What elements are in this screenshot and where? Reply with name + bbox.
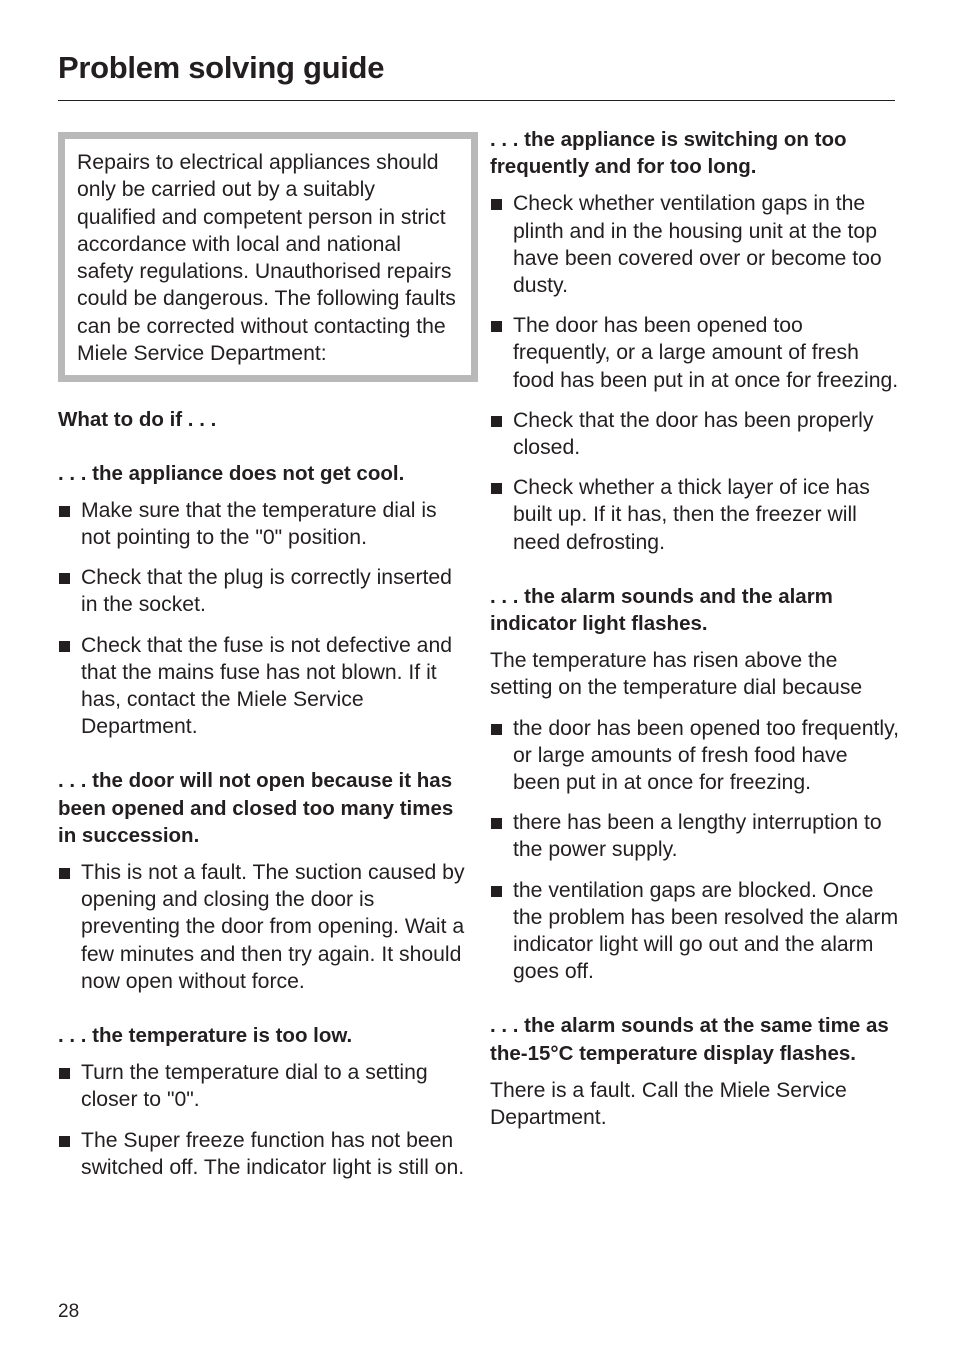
what-to-do-heading: What to do if . . .	[58, 408, 217, 432]
list-item-text: Check that the door has been properly closed.	[513, 408, 874, 460]
square-bullet-icon	[491, 483, 502, 494]
list-item-text: there has been a lengthy interruption to the power supply.	[513, 811, 882, 862]
title-divider	[58, 100, 895, 101]
list-item	[490, 809, 900, 863]
list-item-text: Make sure that the temperature dial is not pointing to the "0" position.	[81, 498, 437, 549]
list-item-text: The door has been opened too frequently, or a large amount of fresh food has been put in at once for freezing.	[513, 314, 899, 392]
square-bullet-icon	[491, 199, 502, 210]
square-bullet-icon	[59, 506, 70, 517]
fault-text: There is a fault. Call the Miele Service Department.	[490, 1078, 847, 1130]
square-bullet-icon	[59, 573, 70, 584]
list-item-text: the ventilation gaps are blocked. Once the problem has been resolved the alarm indicator light will go out and the alarm goes off.	[513, 878, 899, 984]
list-item	[490, 312, 900, 394]
list-item-text: the door has been opened too frequently, or large amounts of fresh food have been put in at once for freezing.	[513, 716, 899, 795]
list-item	[58, 632, 468, 741]
list-switching-too-often	[490, 190, 900, 555]
section-heading-door-will-not-open: . . . the door will not open because it has been opened and closed too many times in succession.	[58, 769, 454, 847]
list-not-cool	[58, 497, 468, 741]
square-bullet-icon	[59, 868, 70, 879]
square-bullet-icon	[491, 886, 502, 897]
list-item	[58, 1127, 468, 1181]
list-item-text: Check whether a thick layer of ice has built up. If it has, then the freezer will need defrosting.	[513, 476, 870, 554]
square-bullet-icon	[491, 416, 502, 427]
list-item	[490, 877, 900, 986]
page-number: 28	[58, 1301, 80, 1322]
section-heading-switching-too-often: . . . the appliance is switching on too frequently and for too long.	[490, 128, 847, 179]
list-item-text: The Super freeze function has not been switched off. The indicator light is still on.	[81, 1128, 465, 1179]
page-title: Problem solving guide	[58, 50, 385, 85]
square-bullet-icon	[59, 1136, 70, 1147]
list-temperature-too-low	[58, 1059, 468, 1181]
list-item-text: Check whether ventilation gaps in the plinth and in the housing unit at the top have been covered over or become too dusty.	[513, 192, 882, 298]
section-heading-temperature-too-low: . . . the temperature is too low.	[58, 1024, 353, 1048]
square-bullet-icon	[59, 641, 70, 652]
left-column	[58, 126, 468, 1194]
list-item-text: Turn the temperature dial to a setting closer to "0".	[81, 1061, 428, 1112]
list-item	[58, 859, 468, 995]
section-heading-not-cool: . . . the appliance does not get cool.	[58, 461, 405, 485]
list-item-text: Check that the plug is correctly inserted in the socket.	[81, 566, 452, 617]
list-door-will-not-open	[58, 859, 468, 995]
square-bullet-icon	[59, 1068, 70, 1079]
section-heading-alarm-display-flashes: . . . the alarm sounds at the same time as the-15°C temperature display flashes.	[490, 1014, 889, 1065]
alarm-intro-text: The temperature has risen above the setting on the temperature dial because	[490, 649, 863, 700]
right-column	[490, 126, 900, 1144]
list-item-text: Check that the fuse is not defective and that the mains fuse has not blown. If it has, contact the Miele Service Department.	[81, 633, 453, 739]
list-item	[490, 474, 900, 556]
section-heading-alarm-sounds: . . . the alarm sounds and the alarm indicator light flashes.	[490, 584, 833, 636]
list-item	[490, 715, 900, 797]
list-item	[58, 1059, 468, 1113]
square-bullet-icon	[491, 321, 502, 332]
list-item	[58, 564, 468, 618]
square-bullet-icon	[491, 818, 502, 829]
list-item	[58, 497, 468, 551]
safety-warning-box: Repairs to electrical appliances should only be carried out by a suitably qualified and competent person in strict accordance with local and national safety regulations. Unauthorised repairs could be dangerous. The following faults can be corrected without contacting the Miele Service Department:	[58, 132, 478, 382]
list-item	[490, 190, 900, 299]
list-alarm-causes	[490, 715, 900, 986]
list-item	[490, 407, 900, 461]
square-bullet-icon	[491, 724, 502, 735]
list-item-text: This is not a fault. The suction caused by opening and closing the door is preventing the door from opening. Wait a few minutes and then try again. It should now open without force.	[81, 861, 465, 993]
